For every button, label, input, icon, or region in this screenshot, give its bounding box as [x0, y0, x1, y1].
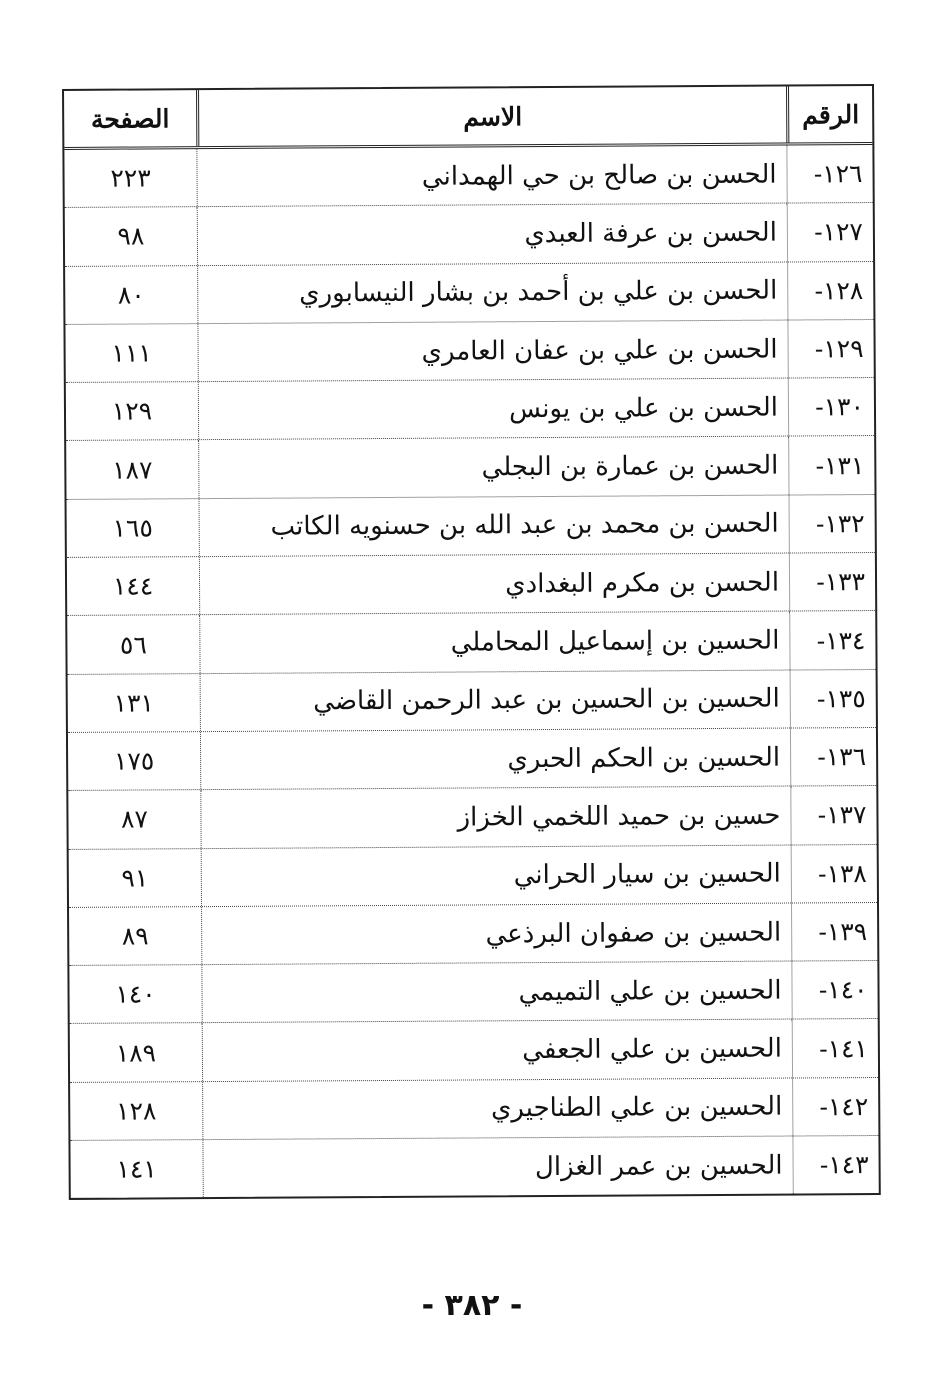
row-name: حسين بن حميد اللخمي الخزاز	[200, 787, 790, 848]
header-name: الاسم	[196, 87, 786, 147]
row-number: ١٣٣-	[789, 553, 875, 611]
row-page: ٨٠	[117, 280, 145, 310]
header-page: الصفحة	[90, 103, 170, 134]
table-row	[67, 495, 875, 558]
page-number: - ٣٨٢ -	[421, 1288, 523, 1323]
table-row	[69, 845, 877, 908]
table-row	[68, 670, 876, 733]
row-name: الحسين بن الحكم الحبري	[200, 728, 790, 789]
table-row	[70, 1019, 878, 1082]
row-number: ١٢٦-	[786, 145, 872, 203]
row-name: الحسين بن إسماعيل المحاملي	[199, 612, 789, 673]
row-name: الحسن بن محمد بن عبد الله بن حسنويه الكاتب	[199, 495, 789, 556]
row-name: الحسن بن عرفة العبدي	[197, 204, 787, 265]
row-name: الحسين بن علي الطناجيري	[202, 1078, 792, 1139]
table-row	[64, 145, 872, 208]
row-page: ١٦٥	[112, 513, 153, 543]
row-name: الحسين بن علي التميمي	[201, 962, 791, 1023]
row-name: الحسن بن علي بن عفان العامري	[197, 320, 787, 381]
row-number: ١٣٥-	[790, 670, 876, 728]
row-name: الحسن بن عمارة بن البجلي	[198, 437, 788, 498]
row-number: ١٣٨-	[791, 845, 877, 903]
row-page: ١٨٧	[112, 455, 153, 485]
table-header	[64, 86, 872, 150]
row-number: ١٤٣-	[792, 1136, 878, 1194]
row-page: ١١١	[111, 338, 152, 368]
row-number: ١٣٦-	[790, 728, 876, 786]
row-page: ١٨٩	[115, 1037, 157, 1068]
row-page: ١٣١	[113, 688, 155, 718]
row-number: ١٢٨-	[787, 262, 873, 320]
row-page: ١٤١	[116, 1154, 157, 1184]
table-body	[64, 145, 878, 1198]
row-name: الحسين بن سيار الحراني	[201, 845, 791, 906]
row-page: ٩١	[121, 863, 149, 893]
row-page: ٥٦	[119, 629, 147, 660]
row-page: ٨٧	[120, 804, 149, 835]
table-row	[68, 786, 876, 849]
row-number: ١٣٢-	[789, 495, 875, 553]
row-page: ٩٨	[117, 221, 145, 252]
row-page: ١٤٤	[112, 571, 154, 601]
row-number: ١٣٠-	[788, 378, 874, 436]
row-number: ١٢٩-	[787, 320, 873, 378]
row-number: ١٣٤-	[789, 611, 875, 669]
row-number: ١٤١-	[792, 1019, 878, 1077]
row-page: ١٧٥	[113, 746, 155, 776]
row-page: ١٢٩	[111, 396, 153, 426]
table-row	[69, 903, 877, 966]
row-name: الحسين بن صفوان البرذعي	[201, 903, 791, 964]
row-name: الحسين بن علي الجعفي	[202, 1020, 792, 1081]
table-row	[69, 961, 877, 1024]
row-page: ١٤٠	[115, 979, 156, 1009]
table-row	[68, 728, 876, 791]
table-row	[65, 320, 873, 383]
table-row	[67, 553, 875, 616]
table-row	[70, 1136, 878, 1198]
table-row	[67, 611, 875, 674]
table-row	[70, 1078, 878, 1141]
row-page: ١٢٨	[116, 1096, 157, 1126]
row-page: ٨٩	[121, 921, 149, 951]
row-name: الحسين بن عمر الغزال	[202, 1137, 792, 1198]
row-number: ١٤٢-	[792, 1078, 878, 1136]
table-row	[65, 203, 873, 266]
row-name: الحسن بن علي بن يونس	[198, 379, 788, 440]
row-name: الحسن بن علي بن أحمد بن بشار النيسابوري	[197, 262, 787, 323]
row-number: ١٣١-	[788, 436, 874, 494]
row-name: الحسن بن صالح بن حي الهمداني	[196, 146, 786, 207]
header-number: الرقم	[786, 86, 872, 143]
row-name: الحسن بن مكرم البغدادي	[199, 554, 789, 615]
row-number: ١٣٩-	[791, 903, 877, 961]
table-row	[66, 436, 874, 499]
index-table	[62, 84, 881, 1200]
row-number: ١٢٧-	[787, 203, 873, 261]
table-row	[66, 378, 874, 441]
table-row	[65, 262, 873, 325]
row-number: ١٣٧-	[790, 786, 876, 844]
row-number: ١٤٠-	[791, 961, 877, 1019]
row-page: ٢٢٣	[110, 163, 151, 193]
row-name: الحسين بن الحسين بن عبد الرحمن القاضي	[200, 670, 790, 731]
